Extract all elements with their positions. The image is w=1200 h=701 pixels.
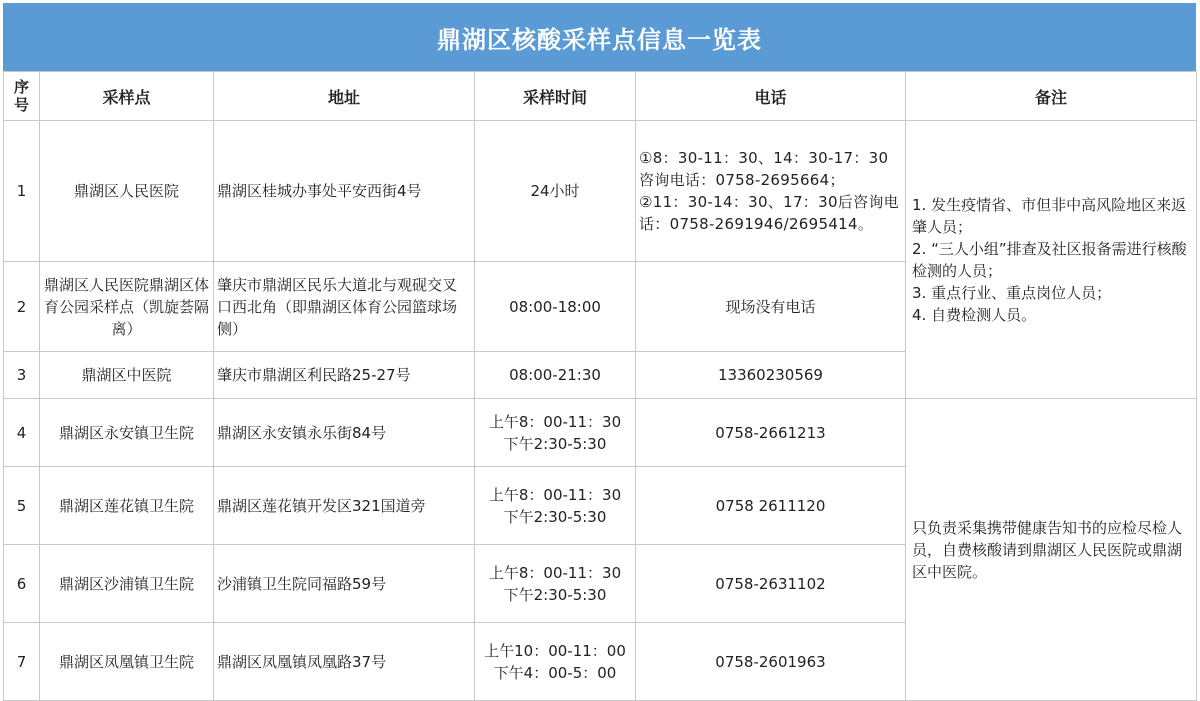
- cell-address: 鼎湖区永安镇永乐街84号: [214, 399, 475, 467]
- cell-no: 6: [4, 545, 40, 623]
- page-title-text: 鼎湖区核酸采样点信息一览表: [437, 25, 762, 54]
- cell-phone: 现场没有电话: [636, 262, 906, 352]
- header-no: 序号: [4, 72, 40, 121]
- cell-address: 沙浦镇卫生院同福路59号: [214, 545, 475, 623]
- cell-no: 4: [4, 399, 40, 467]
- header-time: 采样时间: [475, 72, 636, 121]
- cell-time: 08:00-21:30: [475, 352, 636, 399]
- cell-time: 上午8：00-11：30 下午2:30-5:30: [475, 467, 636, 545]
- header-note: 备注: [906, 72, 1197, 121]
- cell-no: 1: [4, 121, 40, 262]
- cell-phone: 0758-2661213: [636, 399, 906, 467]
- header-phone: 电话: [636, 72, 906, 121]
- page-title: [3, 3, 1196, 71]
- cell-site: 鼎湖区人民医院: [40, 121, 214, 262]
- cell-no: 7: [4, 623, 40, 701]
- cell-note-group-a: 1. 发生疫情省、市但非中高风险地区来返肇人员； 2. “三人小组”排查及社区报备需进行核酸检测的人员； 3. 重点行业、重点岗位人员； 4. 自费检测人员。: [906, 121, 1197, 399]
- cell-site: 鼎湖区人民医院鼎湖区体育公园采样点（凯旋荟隔离）: [40, 262, 214, 352]
- cell-no: 2: [4, 262, 40, 352]
- cell-no: 5: [4, 467, 40, 545]
- header-address: 地址: [214, 72, 475, 121]
- cell-site: 鼎湖区永安镇卫生院: [40, 399, 214, 467]
- cell-address: 鼎湖区桂城办事处平安西街4号: [214, 121, 475, 262]
- cell-time: 上午10：00-11：00 下午4：00-5：00: [475, 623, 636, 701]
- cell-phone: 0758-2601963: [636, 623, 906, 701]
- cell-time: 上午8：00-11：30 下午2:30-5:30: [475, 399, 636, 467]
- cell-address: 肇庆市鼎湖区民乐大道北与观砚交叉口西北角（即鼎湖区体育公园篮球场侧）: [214, 262, 475, 352]
- table-row: [4, 121, 1197, 262]
- cell-address: 肇庆市鼎湖区利民路25-27号: [214, 352, 475, 399]
- table-header-row: [4, 72, 1197, 121]
- cell-address: 鼎湖区凤凰镇凤凰路37号: [214, 623, 475, 701]
- header-site: 采样点: [40, 72, 214, 121]
- cell-no: 3: [4, 352, 40, 399]
- cell-phone: 0758-2631102: [636, 545, 906, 623]
- cell-phone: 0758 2611120: [636, 467, 906, 545]
- table-row: [4, 399, 1197, 467]
- cell-address: 鼎湖区莲花镇开发区321国道旁: [214, 467, 475, 545]
- cell-phone: ①8：30-11：30、14：30-17：30咨询电话：0758-2695664； ②11：30-14：30、17：30后咨询电话：0758-2691946/2695414。: [636, 121, 906, 262]
- cell-time: 24小时: [475, 121, 636, 262]
- cell-site: 鼎湖区沙浦镇卫生院: [40, 545, 214, 623]
- sampling-sites-table: [3, 71, 1197, 701]
- cell-site: 鼎湖区凤凰镇卫生院: [40, 623, 214, 701]
- cell-site: 鼎湖区莲花镇卫生院: [40, 467, 214, 545]
- cell-time: 08:00-18:00: [475, 262, 636, 352]
- cell-site: 鼎湖区中医院: [40, 352, 214, 399]
- cell-note-group-b: 只负责采集携带健康告知书的应检尽检人员，自费核酸请到鼎湖区人民医院或鼎湖区中医院。: [906, 399, 1197, 701]
- cell-phone: 13360230569: [636, 352, 906, 399]
- cell-time: 上午8：00-11：30 下午2:30-5:30: [475, 545, 636, 623]
